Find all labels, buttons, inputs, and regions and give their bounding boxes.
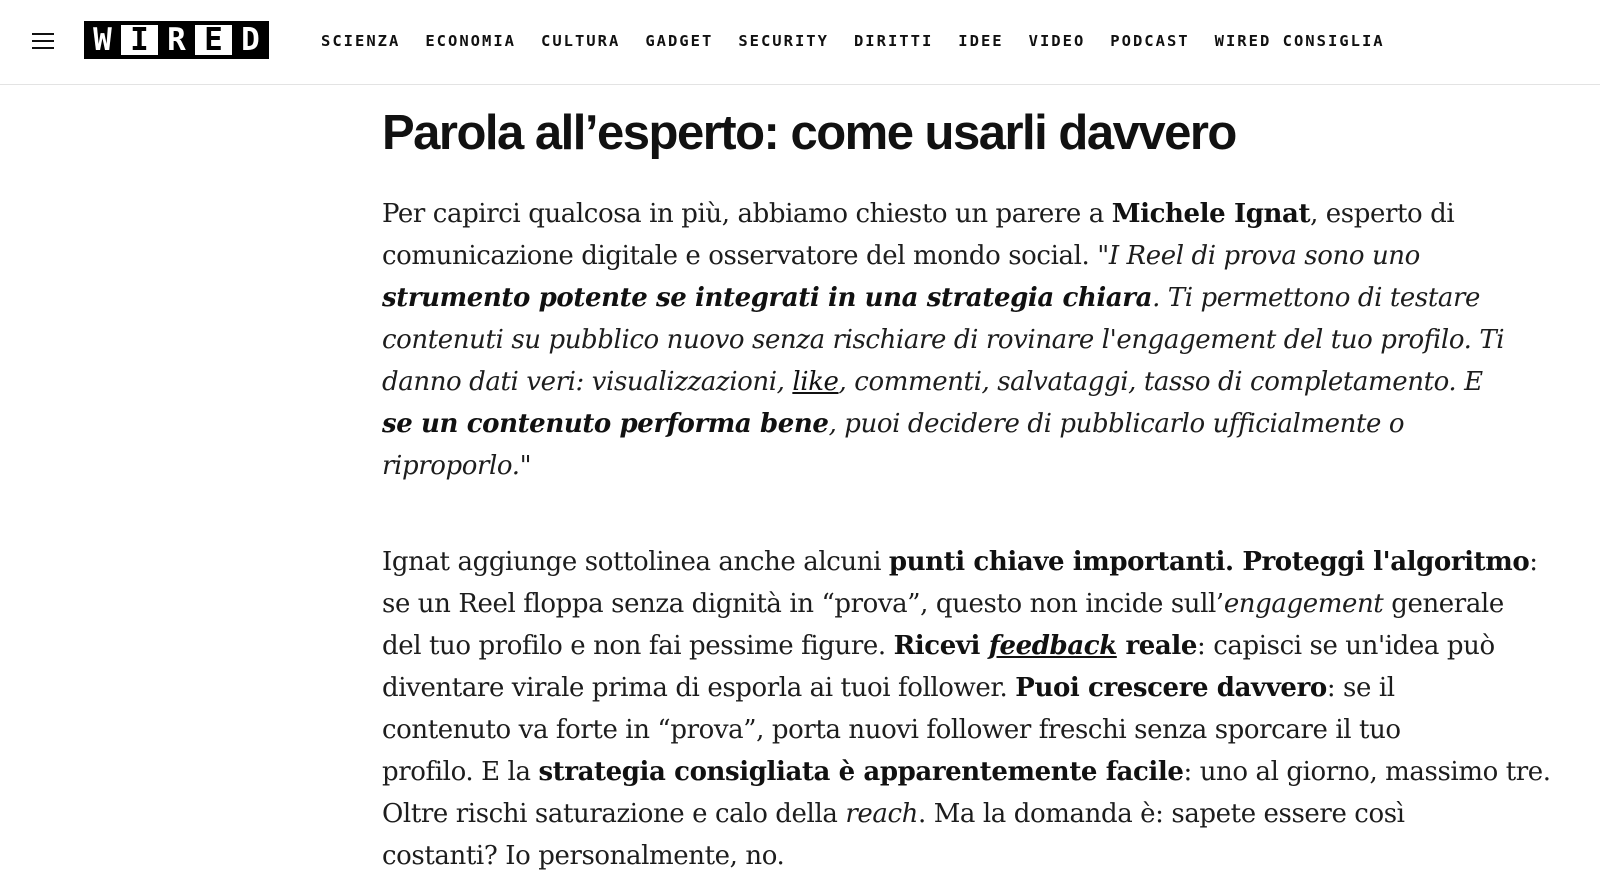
text-run: se un Reel floppa senza dignità in “prova”, questo non incide sull’: [382, 589, 1224, 619]
text-emphasis: strategia consigliata è apparentemente facile: [538, 757, 1184, 787]
quote-emphasis: strumento potente se integrati in una strategia chiara: [382, 283, 1153, 313]
quote-emphasis: se un contenuto performa bene: [382, 409, 829, 439]
text-line: [382, 235, 1472, 277]
paragraph-key-points: [382, 541, 1551, 877]
link-text: feedback: [988, 631, 1117, 661]
text-line: [382, 403, 1472, 445]
text-line: [382, 541, 1538, 583]
nav-item-scienza[interactable]: SCIENZA: [321, 32, 401, 50]
text-run: Oltre rischi saturazione e calo della: [382, 799, 846, 829]
text-line: [382, 793, 1472, 835]
text-italic: engagement: [1223, 589, 1384, 619]
site-header: [0, 0, 1600, 85]
text-line: [382, 709, 1472, 751]
text-emphasis: punti chiave importanti. Proteggi l'algoritmo: [888, 547, 1530, 577]
text-run: : uno al giorno, massimo tre.: [1183, 757, 1551, 787]
paragraph-expert-quote: [382, 193, 1505, 487]
text-line: [382, 835, 1472, 877]
text-run: :: [1529, 547, 1538, 577]
nav-item-security[interactable]: SECURITY: [738, 32, 829, 50]
text-run: profilo. E la: [382, 757, 539, 787]
logo-letter: E: [195, 21, 232, 59]
quote-run: "I Reel di prova sono uno: [1097, 241, 1420, 271]
quote-run: , puoi decidere di pubblicarlo ufficialmente o: [828, 409, 1405, 439]
logo-letter: I: [121, 21, 158, 59]
quote-run: . Ti permettono di testare: [1152, 283, 1480, 313]
text-run: contenuto va forte in “prova”, porta nuovi follower freschi senza sporcare il tuo: [382, 715, 1401, 745]
text-run: Ignat aggiunge sottolinea anche alcuni: [382, 547, 889, 577]
text-line: [382, 445, 1472, 487]
text-emphasis: Puoi crescere davvero: [1015, 673, 1327, 703]
expert-name: Michele Ignat: [1111, 199, 1311, 229]
nav-item-podcast[interactable]: PODCAST: [1110, 32, 1190, 50]
menu-icon[interactable]: [32, 31, 54, 49]
text-line: [382, 667, 1472, 709]
logo-letter: R: [158, 21, 195, 59]
like-link[interactable]: [792, 367, 838, 397]
nav-item-economia[interactable]: ECONOMIA: [425, 32, 516, 50]
text-run: . Ma la domanda è: sapete essere così: [917, 799, 1405, 829]
text-run: , esperto di: [1310, 199, 1455, 229]
quote-run: riproporlo.": [382, 451, 532, 481]
quote-run: , commenti, salvataggi, tasso di completamento. E: [838, 367, 1483, 397]
text-line: [382, 277, 1480, 319]
logo-letter: W: [84, 21, 121, 59]
text-run: costanti? Io personalmente, no.: [382, 841, 785, 871]
feedback-link[interactable]: [989, 631, 1117, 661]
text-emphasis: Ricevi: [893, 631, 989, 661]
quote-run: danno dati veri: visualizzazioni,: [382, 367, 793, 397]
text-line: [382, 361, 1483, 403]
text-run: generale: [1383, 589, 1504, 619]
nav-item-diritti[interactable]: DIRITTI: [853, 32, 934, 50]
nav-item-wired-consiglia[interactable]: WIRED CONSIGLIA: [1214, 32, 1385, 50]
text-run: Per capirci qualcosa in più, abbiamo chiesto un parere a: [382, 199, 1112, 229]
wired-logo[interactable]: [84, 21, 269, 59]
nav-item-gadget[interactable]: GADGET: [645, 32, 714, 50]
text-run: diventare virale prima di esporla ai tuoi follower.: [382, 673, 1016, 703]
text-line: [382, 319, 1505, 361]
text-italic: reach: [845, 799, 918, 829]
text-line: [382, 583, 1504, 625]
text-line: [382, 751, 1551, 793]
text-run: : capisci se un'idea può: [1196, 631, 1495, 661]
link-text: like: [792, 367, 839, 397]
section-heading: Parola all’esperto: come usarli davvero: [382, 106, 1236, 160]
text-run: del tuo profilo e non fai pessime figure.: [382, 631, 894, 661]
nav-item-cultura[interactable]: CULTURA: [540, 32, 621, 50]
nav-item-video[interactable]: VIDEO: [1028, 32, 1086, 50]
text-run: comunicazione digitale e osservatore del mondo social.: [382, 241, 1098, 271]
logo-letter: D: [232, 21, 269, 59]
text-line: [382, 193, 1472, 235]
quote-run: contenuti su pubblico nuovo senza rischiare di rovinare l'engagement del tuo profilo. Ti: [382, 325, 1505, 355]
text-run: : se il: [1326, 673, 1395, 703]
article-body: [382, 100, 1551, 871]
nav-item-idee[interactable]: IDEE: [958, 32, 1004, 50]
text-emphasis: reale: [1116, 631, 1197, 661]
text-line: [382, 625, 1495, 667]
main-nav: [321, 30, 1410, 52]
